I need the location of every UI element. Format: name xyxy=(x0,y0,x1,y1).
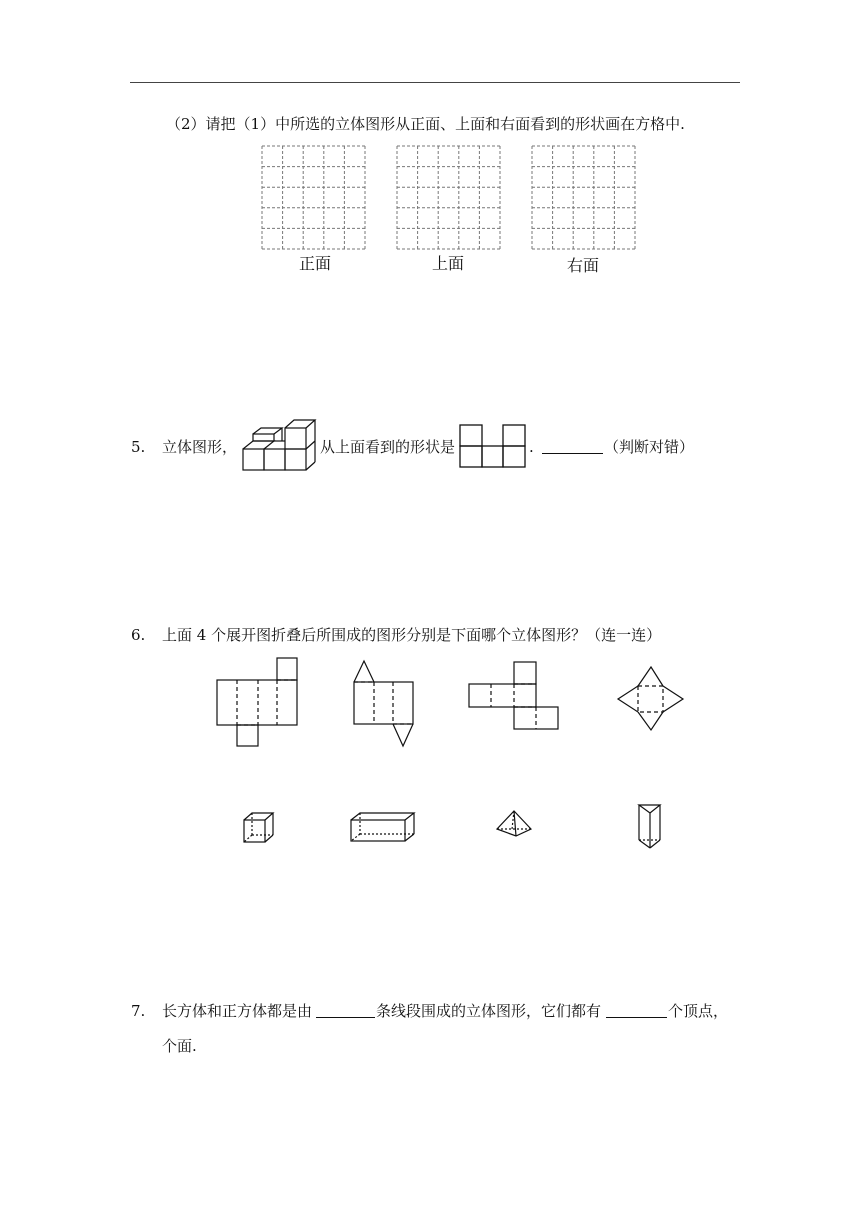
net-cube xyxy=(469,662,558,729)
q7-text-a: 长方体和正方体都是由 xyxy=(162,1002,313,1020)
part2-instruction: （2）请把（1）中所选的立体图形从正面、上面和右面看到的形状画在方格中. xyxy=(166,115,685,133)
q5-dot: . xyxy=(529,438,534,456)
solid-pyramid xyxy=(497,811,531,836)
q6-text: 上面 4 个展开图折叠后所围成的图形分别是下面哪个立体图形？（连一连） xyxy=(162,626,662,644)
grid-label-top: 上面 xyxy=(432,254,465,273)
solid-cuboid xyxy=(351,813,414,841)
solid-prism xyxy=(639,805,660,848)
q7-number: 7. xyxy=(131,1002,146,1020)
net-cuboid xyxy=(217,658,297,746)
q5-prefix: 立体图形， xyxy=(162,438,238,456)
q5-number: 5. xyxy=(131,438,146,456)
q7-text-b: 条线段围成的立体图形，它们都有 xyxy=(376,1002,602,1020)
grid-label-front: 正面 xyxy=(299,254,332,273)
net-triangular-prism xyxy=(354,661,413,746)
q7-blank-edges[interactable] xyxy=(316,1003,375,1018)
solid-cube xyxy=(244,813,273,842)
q5-middle: 从上面看到的形状是 xyxy=(320,438,456,456)
q5-suffix: （判断对错） xyxy=(604,438,695,456)
net-pyramid xyxy=(618,667,683,730)
grid-label-right: 右面 xyxy=(567,256,600,275)
q7-text-c: 个顶点， xyxy=(668,1002,729,1020)
q7-blank-vertices[interactable] xyxy=(606,1003,667,1018)
q6-number: 6. xyxy=(131,626,146,644)
q7-text-d: 个面. xyxy=(162,1037,197,1055)
